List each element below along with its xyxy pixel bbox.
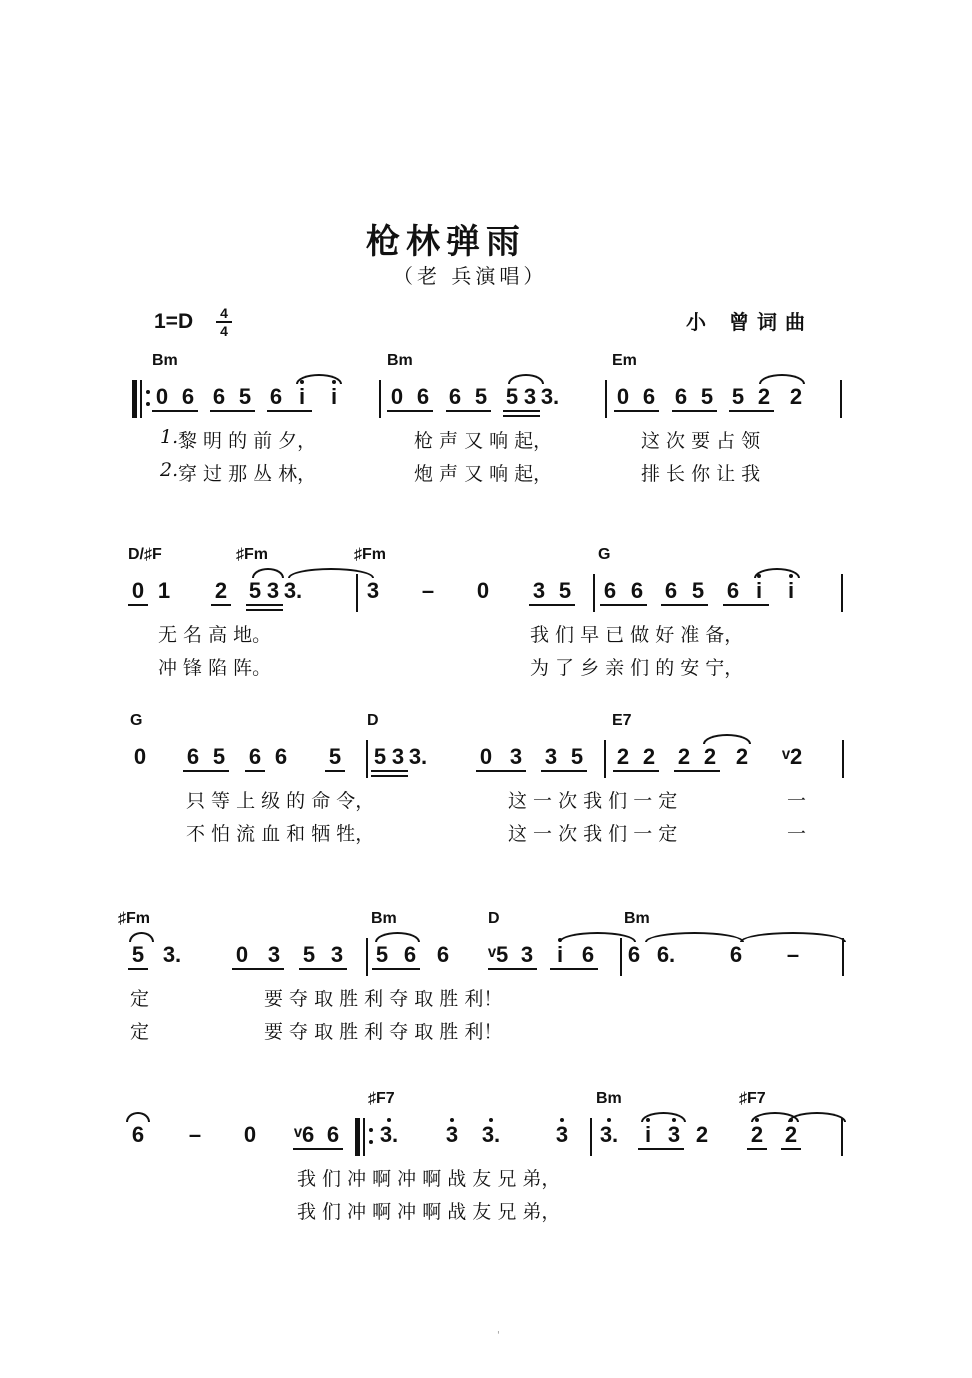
chord-symbol: Bm (624, 910, 650, 927)
tie-slur (129, 932, 154, 942)
bar-line (366, 740, 368, 778)
time-signature-numerator: 4 (220, 305, 228, 321)
note: 6 (726, 578, 740, 603)
beam-underline (723, 604, 769, 606)
bar-line (590, 1118, 592, 1156)
note: 5 (700, 384, 714, 409)
tie-slur (508, 374, 544, 384)
beam-underline (488, 968, 537, 970)
beam-underline (614, 410, 659, 412)
lyric-text: 冲 锋 陷 阵。 (158, 657, 272, 679)
note: 2 (703, 744, 717, 769)
tie-slur (788, 1112, 846, 1122)
note: 0 (131, 578, 145, 603)
beam-underline (299, 968, 347, 970)
note: 5 (505, 384, 519, 409)
note: 6 (186, 744, 200, 769)
beam-underline (128, 968, 148, 970)
beam-underline (372, 968, 420, 970)
chord-symbol: ♯Fm (236, 546, 268, 563)
note: 5 (373, 744, 387, 769)
repeat-dot (146, 390, 150, 394)
tie-slur (641, 1112, 686, 1122)
beam-underline (781, 1148, 801, 1150)
note: 0 (133, 744, 147, 769)
note: 5 (328, 744, 342, 769)
note: i (556, 942, 564, 967)
beam-underline (674, 770, 720, 772)
note: – (421, 578, 435, 603)
note: 5 (375, 942, 389, 967)
tie-slur (375, 932, 420, 942)
note: 6. (656, 942, 676, 967)
note: 5 (558, 578, 572, 603)
lyric-text: 这 一 次 我 们 一 定 (508, 790, 678, 812)
beam-underline (246, 604, 283, 606)
note: i (330, 384, 338, 409)
note: i (755, 578, 763, 603)
lyric-text: 一 (787, 790, 807, 812)
note: 0 (479, 744, 493, 769)
note: 3. (283, 578, 303, 603)
note: – (188, 1122, 202, 1147)
lyric-text: 定 (130, 988, 150, 1010)
note: 6 (131, 1122, 145, 1147)
beam-underline (661, 604, 708, 606)
note: 3. (540, 384, 560, 409)
beam-underline (638, 1148, 684, 1150)
lyric-text: 2. (160, 459, 179, 481)
note: 2 (616, 744, 630, 769)
chord-symbol: Em (612, 352, 637, 369)
repeat-start-thin (363, 1118, 365, 1156)
note: 3. (481, 1122, 501, 1147)
bar-line (841, 1118, 843, 1156)
octave-dot (607, 1118, 611, 1122)
beam-underline (246, 609, 283, 611)
time-signature (214, 306, 234, 338)
octave-dot (560, 1118, 564, 1122)
note: 1 (157, 578, 171, 603)
bar-line (356, 574, 358, 612)
note: 6 (630, 578, 644, 603)
bar-line (842, 740, 844, 778)
chord-symbol: D/♯F (128, 546, 162, 563)
note: 3 (266, 578, 280, 603)
note: ᵛ6 (294, 1122, 315, 1147)
chord-symbol: ♯F7 (368, 1090, 395, 1107)
note: 2 (757, 384, 771, 409)
tie-slur (559, 932, 636, 942)
note: 2 (750, 1122, 764, 1147)
chord-symbol: Bm (387, 352, 413, 369)
note: 6 (416, 384, 430, 409)
note: 6 (642, 384, 656, 409)
key-signature: 1=D (154, 310, 194, 333)
note: 3 (555, 1122, 569, 1147)
note: 3 (267, 942, 281, 967)
note: 5 (212, 744, 226, 769)
beam-underline (232, 968, 284, 970)
tie-slur (703, 734, 751, 744)
note: 6 (212, 384, 226, 409)
note: 6 (436, 942, 450, 967)
note: 5 (691, 578, 705, 603)
lyric-text: 定 (130, 1021, 150, 1043)
note: 0 (476, 578, 490, 603)
lyric-text: 我 们 早 已 做 好 准 备， (530, 624, 744, 646)
tie-slur (645, 932, 744, 942)
beam-underline (245, 770, 265, 772)
bar-line (593, 574, 595, 612)
lyric-text: 无 名 高 地。 (158, 624, 272, 646)
lyric-text: 不 怕 流 血 和 牺 牲， (186, 823, 375, 845)
note: 6 (269, 384, 283, 409)
note: 6 (326, 1122, 340, 1147)
lyric-text: 为 了 乡 亲 们 的 安 宁， (530, 657, 744, 679)
lyric-text: 枪 声 又 响 起， (414, 430, 553, 452)
lyric-text: 黎 明 的 前 夕， (178, 430, 317, 452)
bar-line (840, 380, 842, 418)
octave-dot (450, 1118, 454, 1122)
note: 3. (408, 744, 428, 769)
note: 3 (520, 942, 534, 967)
chord-symbol: D (367, 712, 379, 729)
tie-slur (759, 374, 805, 384)
note: 3 (330, 942, 344, 967)
lyric-text: 要 夺 取 胜 利 夺 取 胜 利！ (264, 1021, 503, 1043)
note: – (786, 942, 800, 967)
lyric-text: 要 夺 取 胜 利 夺 取 胜 利！ (264, 988, 503, 1010)
note: 6 (403, 942, 417, 967)
chord-symbol: G (130, 712, 143, 729)
repeat-start-thin (140, 380, 142, 418)
bar-line (620, 938, 622, 976)
note: 3 (366, 578, 380, 603)
tie-slur (754, 568, 800, 578)
lyric-text: 炮 声 又 响 起， (414, 463, 553, 485)
note: 3 (532, 578, 546, 603)
note: 3. (599, 1122, 619, 1147)
note: 5 (302, 942, 316, 967)
beam-underline (541, 770, 587, 772)
note: 6 (181, 384, 195, 409)
note: 2 (214, 578, 228, 603)
bar-line (841, 574, 843, 612)
beam-underline (325, 770, 345, 772)
beam-underline (747, 1148, 767, 1150)
note: 5 (474, 384, 488, 409)
chord-symbol: ♯Fm (354, 546, 386, 563)
note: 3. (162, 942, 182, 967)
note: 6 (729, 942, 743, 967)
note: 5 (238, 384, 252, 409)
note: ᵛ5 (488, 942, 509, 967)
beam-underline (387, 410, 433, 412)
beam-underline (600, 604, 647, 606)
beam-underline (152, 410, 198, 412)
note: 3 (509, 744, 523, 769)
tie-slur (296, 374, 342, 384)
octave-dot (387, 1118, 391, 1122)
note: 0 (243, 1122, 257, 1147)
beam-underline (476, 770, 526, 772)
beam-underline (503, 410, 540, 412)
chord-symbol: Bm (152, 352, 178, 369)
beam-underline (503, 415, 540, 417)
chord-symbol: ♯F7 (739, 1090, 766, 1107)
note: 2 (789, 384, 803, 409)
note: 3 (667, 1122, 681, 1147)
note: i (644, 1122, 652, 1147)
beam-underline (128, 604, 148, 606)
chord-symbol: Bm (371, 910, 397, 927)
note: ᵛ2 (782, 744, 803, 769)
bar-line (379, 380, 381, 418)
note: 6 (674, 384, 688, 409)
tie-slur (740, 932, 846, 942)
repeat-dot (369, 1140, 373, 1144)
beam-underline (183, 770, 229, 772)
lyric-text: 1. (160, 426, 179, 448)
beam-underline (672, 410, 717, 412)
note: 0 (155, 384, 169, 409)
note: 3 (391, 744, 405, 769)
note: 2 (784, 1122, 798, 1147)
note: 2 (695, 1122, 709, 1147)
repeat-dot (146, 402, 150, 406)
tie-slur (126, 1112, 150, 1122)
beam-underline (371, 770, 408, 772)
page-mark: ' (497, 1330, 500, 1341)
note: 3 (544, 744, 558, 769)
chord-symbol: G (598, 546, 611, 563)
beam-underline (211, 604, 231, 606)
note: 0 (235, 942, 249, 967)
note: 2 (642, 744, 656, 769)
song-title: 枪林弹雨 (366, 222, 526, 262)
chord-symbol: Bm (596, 1090, 622, 1107)
lyric-text: 穿 过 那 丛 林， (178, 463, 317, 485)
lyric-text: 我 们 冲 啊 冲 啊 战 友 兄 弟， (297, 1201, 561, 1223)
note: 6 (248, 744, 262, 769)
bar-line (604, 740, 606, 778)
note: i (787, 578, 795, 603)
note: 3 (445, 1122, 459, 1147)
note: 3. (379, 1122, 399, 1147)
tie-slur (252, 568, 284, 578)
beam-underline (293, 1148, 343, 1150)
chord-symbol: E7 (612, 712, 632, 729)
note: 5 (570, 744, 584, 769)
lyric-text: 这 次 要 占 领 (641, 430, 761, 452)
beam-underline (267, 410, 312, 412)
note: i (298, 384, 306, 409)
composer-credit: 小 曾词曲 (686, 310, 813, 334)
note: 5 (248, 578, 262, 603)
beam-underline (210, 410, 255, 412)
note: 2 (677, 744, 691, 769)
beam-underline (529, 604, 575, 606)
tie-slur (288, 568, 374, 578)
lyric-text: 排 长 你 让 我 (641, 463, 761, 485)
note: 0 (390, 384, 404, 409)
note: 2 (735, 744, 749, 769)
beam-underline (613, 770, 659, 772)
bar-line (366, 938, 368, 976)
repeat-start-thick (355, 1118, 360, 1156)
note: 6 (664, 578, 678, 603)
lyric-text: 一 (787, 823, 807, 845)
time-signature-denominator: 4 (220, 323, 228, 339)
lyric-text: 这 一 次 我 们 一 定 (508, 823, 678, 845)
note: 6 (581, 942, 595, 967)
octave-dot (489, 1118, 493, 1122)
bar-line (842, 938, 844, 976)
note: 6 (603, 578, 617, 603)
repeat-start-thick (132, 380, 137, 418)
note: 5 (131, 942, 145, 967)
lyric-text: 我 们 冲 啊 冲 啊 战 友 兄 弟， (297, 1168, 561, 1190)
beam-underline (729, 410, 774, 412)
beam-underline (550, 968, 598, 970)
beam-underline (371, 775, 408, 777)
note: 5 (731, 384, 745, 409)
note: 6 (274, 744, 288, 769)
note: 6 (448, 384, 462, 409)
repeat-dot (369, 1128, 373, 1132)
beam-underline (446, 410, 491, 412)
note: 0 (616, 384, 630, 409)
song-subtitle: （老 兵演唱） (393, 264, 548, 288)
bar-line (605, 380, 607, 418)
note: 6 (627, 942, 641, 967)
note: 3 (523, 384, 537, 409)
chord-symbol: ♯Fm (118, 910, 150, 927)
chord-symbol: D (488, 910, 500, 927)
lyric-text: 只 等 上 级 的 命 令， (186, 790, 375, 812)
